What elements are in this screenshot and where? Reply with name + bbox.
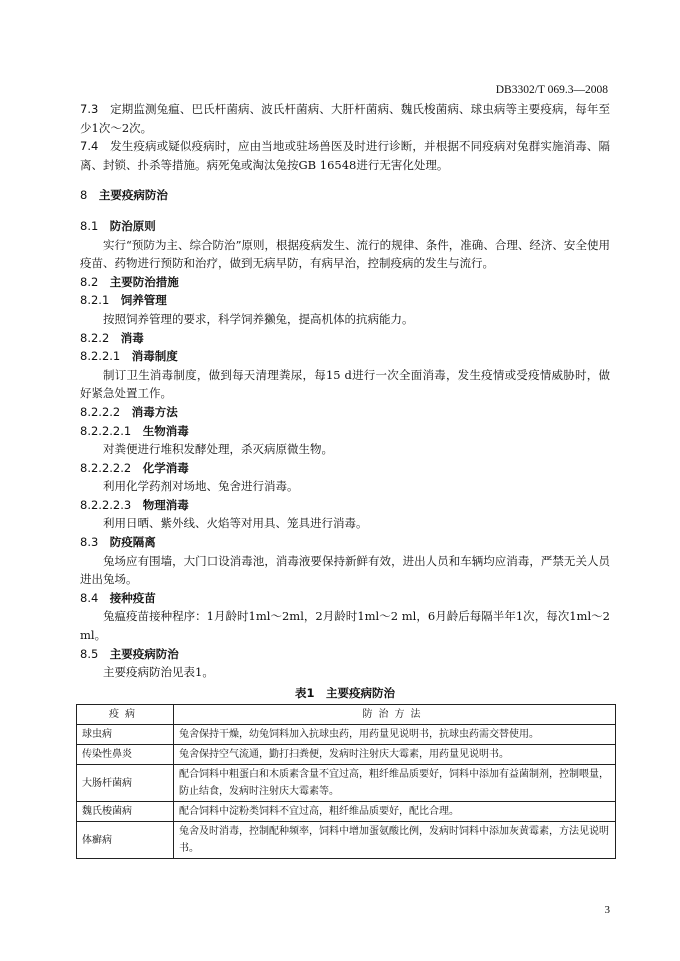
document-body	[80, 100, 610, 859]
disease-name-cell: 体癣病	[77, 822, 174, 859]
clause-number: 8.4	[80, 590, 99, 605]
prevention-method-cell: 配合饲料中淀粉类饲料不宜过高，粗纤维品质要好，配比合理。	[174, 802, 616, 822]
clause-number: 8.2.2.2	[80, 404, 121, 419]
table-header-method: 防治方法	[174, 705, 616, 725]
clause-number: 8.2.2	[80, 330, 110, 345]
clause-number: 8.2.2.2.2	[80, 460, 132, 475]
clause-heading	[80, 459, 610, 478]
clause-number: 8.2.2.1	[80, 349, 121, 364]
paragraph: 兔瘟疫苗接种程序：1月龄时1ml～2ml，2月龄时1ml～2 ml，6月龄后每隔半年1次，每次1ml～2 ml。	[80, 609, 610, 643]
table-row	[77, 765, 616, 802]
paragraph: 利用日晒、紫外线、火焰等对用具、笼具进行消毒。	[103, 516, 368, 531]
disease-table	[76, 704, 616, 859]
heading-text: 消毒方法	[131, 404, 178, 419]
prevention-method-cell: 兔舍保持干燥，幼兔饲料加入抗球虫药，用药量见说明书，抗球虫药需交替使用。	[174, 725, 616, 745]
clause-number: 8.1	[80, 218, 99, 233]
heading-text: 消毒制度	[131, 349, 178, 364]
paragraph: 利用化学药剂对场地、兔舍进行消毒。	[103, 479, 299, 494]
disease-name-cell: 魏氏梭菌病	[77, 802, 174, 822]
clause-heading	[80, 347, 610, 366]
disease-name-cell: 大肠杆菌病	[77, 765, 174, 802]
clause-heading	[80, 496, 610, 515]
clause-heading	[80, 422, 610, 441]
disease-name-cell: 球虫病	[77, 725, 174, 745]
clause-number: 8.2.2.2.1	[80, 423, 132, 438]
content-items	[80, 100, 610, 682]
clause-heading	[80, 291, 610, 310]
clause-heading	[80, 589, 610, 608]
paragraph: 按照饲养管理的要求，科学饲养獭兔，提高机体的抗病能力。	[103, 311, 414, 326]
clause-heading	[80, 533, 610, 552]
clause-number: 7.3	[80, 102, 99, 116]
table-title: 表1 主要疫病防治	[294, 685, 395, 700]
heading-text: 主要疫病防治	[98, 188, 168, 203]
prevention-method-cell: 兔舍保持空气流通，勤打扫粪便，发病时注射庆大霉素，用药量见说明书。	[174, 745, 616, 765]
clause-number: 8.2.2.2.3	[80, 497, 132, 512]
paragraph: 实行“预防为主、综合防治”原则，根据疫病发生、流行的规律、条件，准确、合理、经济、安全使用疫苗、药物进行预防和治疗，做到无病早防，有病早治，控制疫病的发生与流行。	[80, 237, 610, 271]
paragraph: 对粪便进行堆积发酵处理，杀灭病原微生物。	[103, 442, 333, 457]
paragraph: 主要疫病防治见表1。	[103, 665, 214, 680]
table-row	[77, 745, 616, 765]
document-code: DB3302/T 069.3—2008	[495, 84, 608, 96]
clause-heading	[80, 645, 610, 664]
heading-text: 饲养管理	[120, 293, 167, 308]
clause-number: 8	[80, 188, 88, 203]
prevention-method-cell: 兔舍及时消毒，控制配种频率，饲料中增加蛋氨酸比例，发病时饲料中添加灰黄霉素，方法见说明书。	[174, 822, 616, 859]
numbered-paragraph	[80, 137, 610, 174]
prevention-method-cell: 配合饲料中粗蛋白和木质素含量不宜过高，粗纤维品质要好，饲料中添加有益菌制剂，控制喂量，防止结食，发病时注射庆大霉素等。	[174, 765, 616, 802]
heading-text: 化学消毒	[142, 460, 189, 475]
table-row	[77, 725, 616, 745]
page-number: 3	[604, 904, 610, 916]
heading-text: 消毒	[120, 330, 144, 345]
table-row	[77, 802, 616, 822]
table-header-disease: 疫病	[77, 705, 174, 725]
clause-heading	[80, 273, 610, 292]
heading-text: 主要疫病防治	[109, 646, 179, 661]
clause-number: 8.5	[80, 646, 99, 661]
table-body	[77, 725, 616, 859]
table-row	[77, 822, 616, 859]
paragraph: 制订卫生消毒制度，做到每天清理粪尿，每15 d进行一次全面消毒，发生疫情或受疫情威胁时，做好紧急处置工作。	[80, 367, 610, 401]
numbered-paragraph	[80, 100, 610, 137]
heading-text: 防治原则	[109, 218, 156, 233]
clause-number: 8.2.1	[80, 293, 110, 308]
paragraph-text: 定期监测兔瘟、巴氏杆菌病、波氏杆菌病、大肝杆菌病、魏氏梭菌病、球虫病等主要疫病，每年至少1次～2次。	[80, 102, 611, 135]
clause-number: 8.2	[80, 274, 99, 289]
heading-text: 防疫隔离	[109, 535, 156, 550]
clause-heading	[80, 403, 610, 422]
clause-heading	[80, 329, 610, 348]
heading-text: 物理消毒	[142, 497, 189, 512]
heading-text: 生物消毒	[142, 423, 189, 438]
paragraph-text: 发生疫病或疑似疫病时，应由当地或驻场兽医及时进行诊断，并根据不同疫病对兔群实施消毒、隔离、封锁、扑杀等措施。病死兔或淘汰兔按GB 16548进行无害化处理。	[80, 139, 611, 172]
heading-text: 接种疫苗	[109, 590, 156, 605]
disease-name-cell: 传染性鼻炎	[77, 745, 174, 765]
clause-number: 8.3	[80, 535, 99, 550]
heading-text: 主要防治措施	[109, 274, 179, 289]
clause-number: 7.4	[80, 139, 99, 154]
clause-heading	[80, 217, 610, 236]
table-header-row	[77, 705, 616, 725]
section-heading	[80, 186, 610, 205]
paragraph: 兔场应有围墙，大门口设消毒池，消毒液要保持新鲜有效，进出人员和车辆均应消毒，严禁无关人员进出兔场。	[80, 553, 610, 587]
